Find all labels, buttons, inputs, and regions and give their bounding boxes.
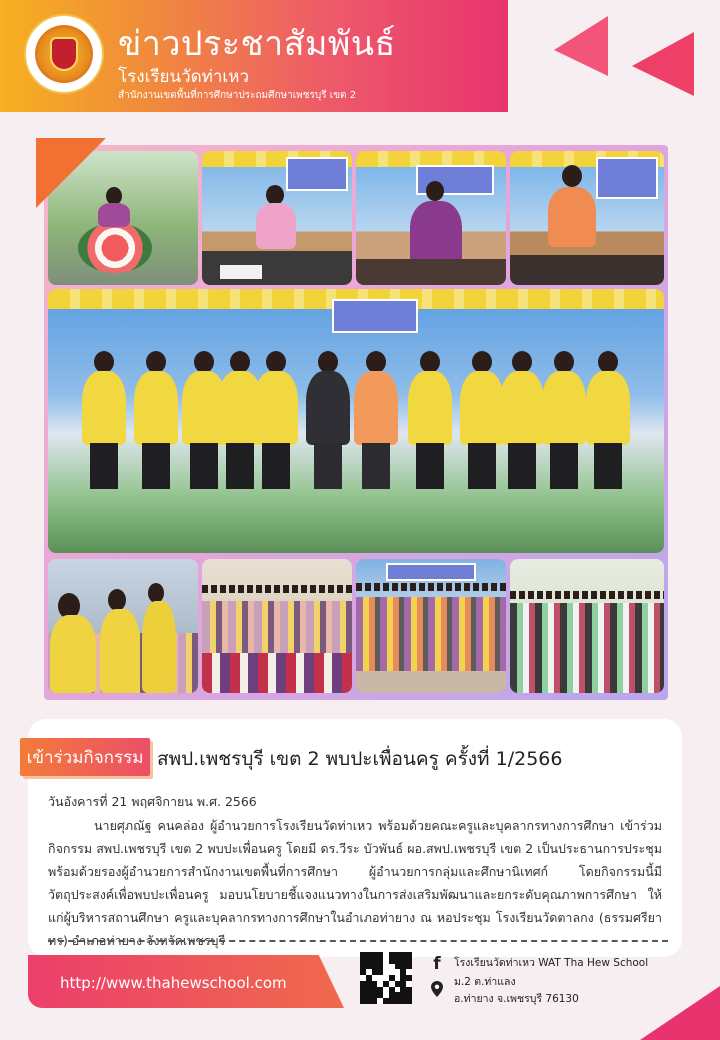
group-person-body xyxy=(354,371,398,445)
group-person-legs xyxy=(190,443,218,489)
facebook-icon[interactable]: f xyxy=(433,954,441,974)
article-headline: สพป.เพชรบุรี เขต 2 พบปะเพื่อนครู ครั้งที่ 1/2566 xyxy=(157,748,563,770)
photo-stage-group xyxy=(356,559,506,693)
group-person-head xyxy=(554,351,574,373)
group-person-legs xyxy=(314,443,342,489)
corner-decoration xyxy=(36,138,110,210)
article-body: นายศุภณัฐ คนคล่อง ผู้อำนวยการโรงเรียนวัดท่าเหว พร้อมด้วยคณะครูและบุคลากรทางการศึกษา เข้าร่วมกิจกรรม สพป.เพชรบุรี เขต 2 พบปะเพื่อนครู โดยมี ดร.วีระ บัวพันธ์ ผอ.สพป.เพชรบุรี เขต 2 เป็นประธานการประชุม พร้อมด้วยรองผู้อำนวยการสำนักงานเขตพื้นที่การศึกษา ผู้อำนวยการกลุ่มและศึกษานิเทศก์ โดยกิจกรรมนี้มีวัตถุประสงค์เพื่อพบปะเพื่อนครู มอบนโยบายชี้แจงแนวทางในการส่งเสริมพัฒนาและยกระดับคุณภาพการศึกษา ให้แก่ผู้บริหารสถานศึกษา ครูและบุคลากรทางการศึกษาในอำเภอท่ายาง ณ หอประชุม โรงเรียนวัดตาลกง (ธรรมศรียาทร) อำเภอท่ายาง จังหวัดเพชรบุรี xyxy=(48,818,662,948)
photo-outdoor-crowd xyxy=(510,559,664,693)
group-person-legs xyxy=(508,443,536,489)
dashed-divider xyxy=(48,940,668,942)
group-person-head xyxy=(598,351,618,373)
photo-collage xyxy=(44,145,668,700)
group-person-head xyxy=(318,351,338,373)
group-person-head xyxy=(366,351,386,373)
group-person-body xyxy=(542,371,586,445)
group-person-head xyxy=(472,351,492,373)
school-name: โรงเรียนวัดท่าเหว xyxy=(118,67,249,87)
school-logo xyxy=(24,14,104,94)
group-person-head xyxy=(512,351,532,373)
group-person-legs xyxy=(594,443,622,489)
quote-mark-decoration xyxy=(548,12,708,96)
group-person-body xyxy=(408,371,452,445)
group-person-body xyxy=(586,371,630,445)
group-person-head xyxy=(420,351,440,373)
group-person-body xyxy=(134,371,178,445)
location-pin-icon xyxy=(431,981,443,997)
photo-speaker-purple xyxy=(356,151,506,285)
facebook-page-name[interactable]: โรงเรียนวัดท่าเหว WAT Tha Hew School xyxy=(454,957,649,969)
group-person-head xyxy=(230,351,250,373)
group-person-legs xyxy=(142,443,170,489)
group-person-body xyxy=(500,371,544,445)
group-person-legs xyxy=(416,443,444,489)
photo-hall-crowd xyxy=(202,559,352,693)
group-person-legs xyxy=(226,443,254,489)
header-banner xyxy=(0,0,508,112)
group-person-body xyxy=(460,371,504,445)
group-person-legs xyxy=(262,443,290,489)
corner-decoration-bottom xyxy=(640,986,720,1040)
group-person-legs xyxy=(362,443,390,489)
article-date: วันอังคารที่ 21 พฤศจิกายน พ.ศ. 2566 xyxy=(48,794,257,809)
photo-audience-seated xyxy=(48,559,198,693)
group-person-legs xyxy=(468,443,496,489)
group-person-body xyxy=(82,371,126,445)
page-title: ข่าวประชาสัมพันธ์ xyxy=(118,24,396,64)
group-person-legs xyxy=(90,443,118,489)
group-person-body xyxy=(254,371,298,445)
qr-code[interactable] xyxy=(360,952,412,1004)
office-name: สำนักงานเขตพื้นที่การศึกษาประถมศึกษาเพชรบุรี เขต 2 xyxy=(118,90,357,101)
photo-speaker-orange xyxy=(510,151,664,285)
group-person-head xyxy=(266,351,286,373)
photo-group xyxy=(48,289,664,553)
group-person-head xyxy=(146,351,166,373)
category-tag: เข้าร่วมกิจกรรม xyxy=(20,738,150,776)
address-line-1: ม.2 ต.ท่าแลง xyxy=(454,976,516,988)
group-person-legs xyxy=(550,443,578,489)
group-person-head xyxy=(194,351,214,373)
website-link[interactable]: http://www.thahewschool.com xyxy=(60,974,287,992)
photo-speaker-pink xyxy=(202,151,352,285)
group-person-body xyxy=(306,371,350,445)
group-person-head xyxy=(94,351,114,373)
address-line-2: อ.ท่ายาง จ.เพชรบุรี 76130 xyxy=(454,993,579,1005)
